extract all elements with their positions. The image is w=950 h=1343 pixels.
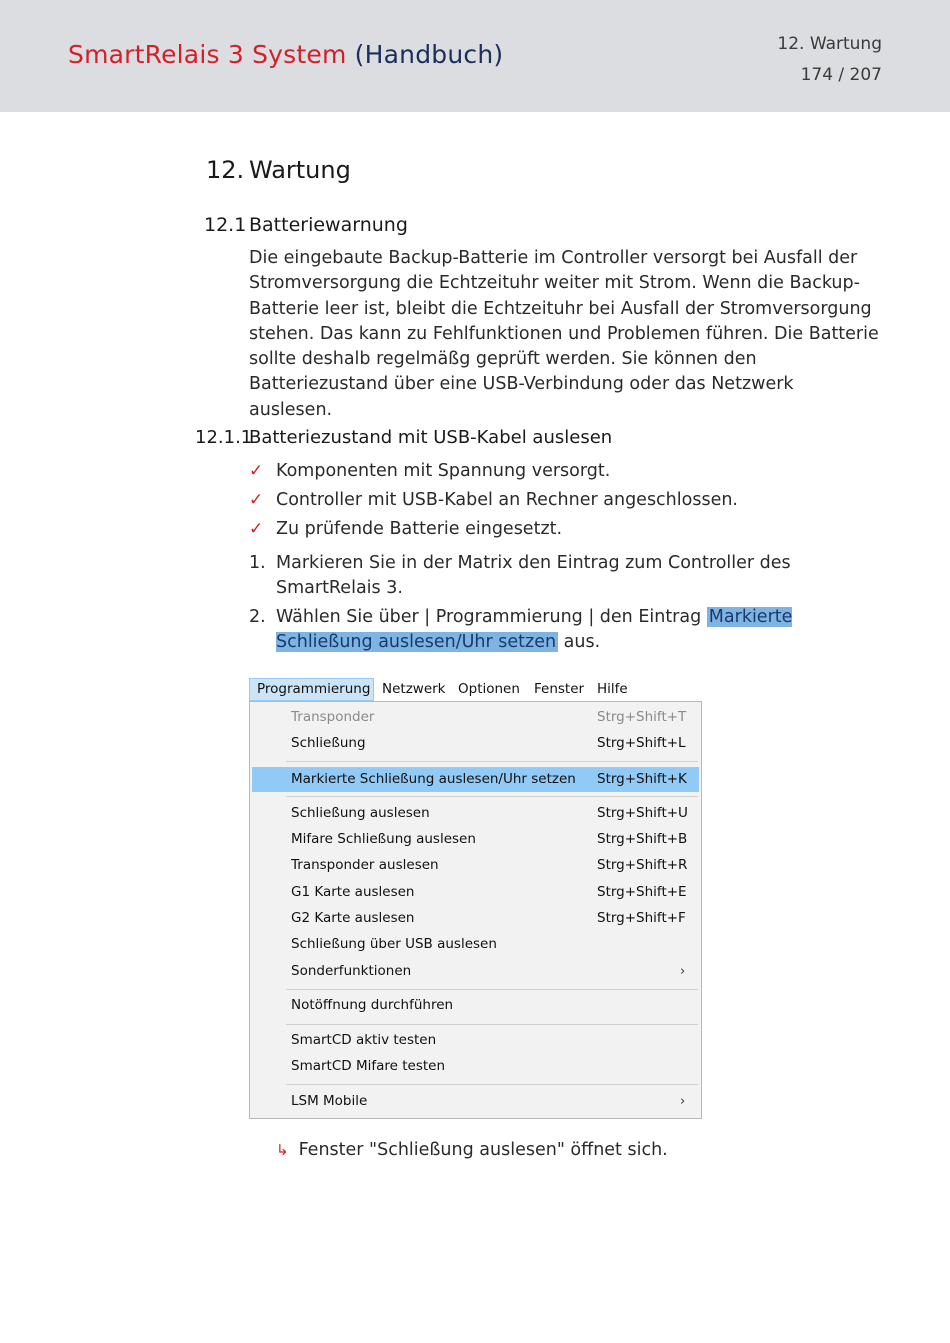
page-number: 174 / 207 [800, 65, 882, 85]
menu-item-schliessung-auslesen[interactable]: Schließung auslesen Strg+Shift+U [291, 805, 688, 821]
menubar-netzwerk[interactable]: Netzwerk [382, 681, 446, 697]
menu-separator [286, 1084, 698, 1085]
menu-item-smartcd-aktiv[interactable]: SmartCD aktiv testen [291, 1032, 437, 1048]
menu-entry-highlight: Markierte Schließung auslesen/Uhr setzen [276, 606, 793, 652]
programmierung-dropdown [249, 701, 702, 1119]
subsubsection-number: 12.1.1 [195, 427, 253, 448]
menubar-fenster[interactable]: Fenster [534, 681, 585, 697]
section-number: 12. [206, 156, 245, 184]
brand-sub: (Handbuch) [354, 40, 504, 69]
menu-item-markierte-schliessung[interactable]: Markierte Schließung auslesen/Uhr setzen Strg+Shift+K [252, 767, 699, 792]
step-number: 1. [249, 553, 266, 573]
menu-item-sonderfunktionen[interactable]: Sonderfunktionen › [252, 959, 699, 984]
chevron-right-icon: › [680, 964, 686, 979]
step-list [249, 551, 879, 658]
menu-separator [286, 796, 698, 797]
subsection-title: Batteriewarnung [249, 214, 408, 236]
menu-separator [286, 761, 698, 762]
menu-item-mifare-schliessung[interactable]: Mifare Schließung auslesen Strg+Shift+B [291, 831, 688, 847]
menu-item-transponder[interactable]: Transponder Strg+Shift+T [291, 709, 687, 725]
step-item [249, 551, 879, 602]
menu-item-usb-auslesen[interactable]: Schließung über USB auslesen [291, 936, 497, 952]
menu-item-g1-karte[interactable]: G1 Karte auslesen Strg+Shift+E [291, 884, 687, 900]
menubar-programmierung[interactable]: Programmierung [249, 678, 374, 701]
menu-item-lsm-mobile[interactable]: LSM Mobile › [252, 1089, 699, 1114]
checkmark-icon: ✓ [249, 461, 264, 481]
menu-screenshot [249, 678, 702, 1119]
menubar-optionen[interactable]: Optionen [458, 681, 520, 697]
menubar-hilfe[interactable]: Hilfe [597, 681, 628, 697]
chapter-label: 12. Wartung [777, 34, 882, 54]
result-line [276, 1140, 668, 1160]
menu-separator [286, 1024, 698, 1025]
menu-item-schliessung[interactable]: Schließung Strg+Shift+L [291, 735, 686, 751]
page-header [0, 0, 950, 112]
battery-paragraph: Die eingebaute Backup-Batterie im Controller versorgt bei Ausfall der Stromversorgung die Echtzeituhr weiter mit Strom. Wenn die Backup-Batterie leer ist, bleibt die Echtzeituhr bei Ausfall der Stromversorgung stehen. Das kann zu Fehlfunktionen und Problemen führen. Die Batterie sollte deshalb regelmäßg geprüft werden. Sie können den Batteriezustand über eine USB-Verbindung oder das Netzwerk auslesen. [249, 248, 879, 420]
menu-item-notoeffnung[interactable]: Notöffnung durchführen [291, 997, 454, 1013]
header-meta [777, 29, 882, 91]
menu-item-g2-karte[interactable]: G2 Karte auslesen Strg+Shift+F [291, 910, 686, 926]
section-title: Wartung [249, 156, 351, 184]
menu-separator [286, 989, 698, 990]
menu-item-smartcd-mifare[interactable]: SmartCD Mifare testen [291, 1058, 446, 1074]
result-arrow-icon: ↳ [276, 1141, 289, 1159]
step-item [249, 605, 879, 656]
menubar [249, 678, 702, 701]
result-text: Fenster "Schließung auslesen" öffnet sich. [298, 1140, 668, 1160]
menu-item-transponder-auslesen[interactable]: Transponder auslesen Strg+Shift+R [291, 857, 688, 873]
checkmark-icon: ✓ [249, 519, 264, 539]
step-text-end: aus. [563, 631, 601, 652]
step-text: Markieren Sie in der Matrix den Eintrag zum Controller des SmartRelais 3. [276, 553, 791, 599]
checkmark-icon: ✓ [249, 490, 264, 510]
brand-main: SmartRelais 3 System [68, 40, 347, 69]
brand-title [68, 40, 503, 69]
step-number: 2. [249, 606, 266, 627]
chevron-right-icon: › [680, 1094, 686, 1109]
step-text: Wählen Sie über | Programmierung | den Eintrag [276, 606, 702, 627]
subsubsection-title: Batteriezustand mit USB-Kabel auslesen [249, 427, 613, 448]
subsection-number: 12.1 [204, 214, 247, 236]
